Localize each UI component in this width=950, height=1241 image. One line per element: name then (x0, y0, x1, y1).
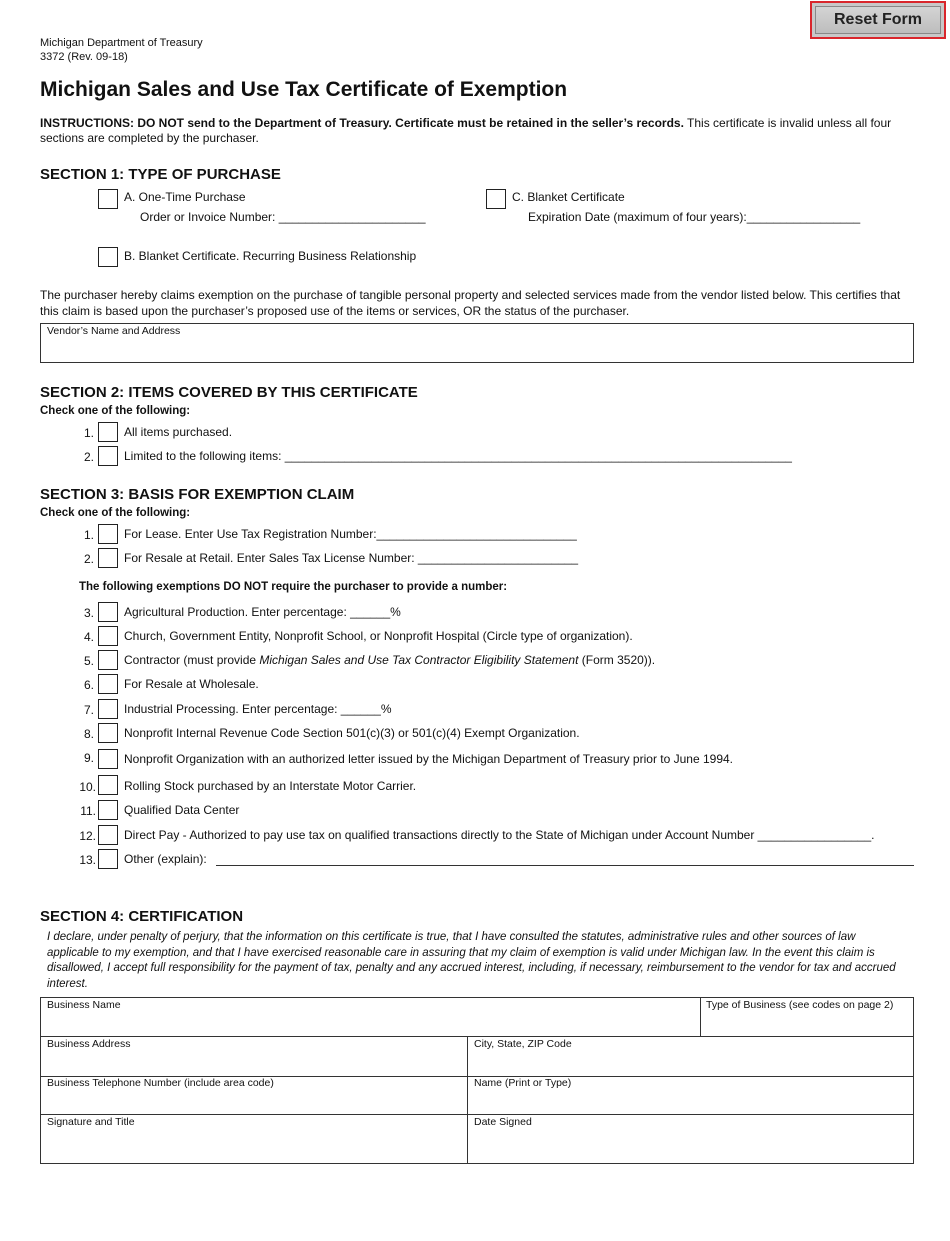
checkbox-s3-resale-retail[interactable] (98, 548, 118, 568)
grid-row-divider-1 (40, 1036, 914, 1037)
checkbox-s3-agricultural[interactable] (98, 602, 118, 622)
label-s3-contractor (124, 653, 655, 668)
grid-row-divider-3 (40, 1114, 914, 1115)
no-number-heading: The following exemptions DO NOT require the purchaser to provide a number: (79, 581, 508, 593)
label-s3-nonprofit-letter: Nonprofit Organization with an authorized letter issued by the Michigan Department of Treasury prior to June 1994. (124, 752, 733, 766)
s3-item-3-number: 3. (83, 606, 94, 620)
s3-item-5-number: 5. (83, 654, 94, 668)
sales-tax-license-field[interactable]: For Resale at Retail. Enter Sales Tax License Number: ________________________ (124, 551, 579, 565)
checkbox-s3-for-lease[interactable] (98, 524, 118, 544)
s2-item-1-number: 1. (83, 426, 94, 440)
checkbox-s2-all-items[interactable] (98, 422, 118, 442)
checkbox-s3-nonprofit-letter[interactable] (98, 749, 118, 769)
section3-heading: SECTION 3: BASIS FOR EXEMPTION CLAIM (40, 486, 355, 503)
checkbox-s2-limited-items[interactable] (98, 446, 118, 466)
type-of-business-field[interactable]: Type of Business (see codes on page 2) (706, 999, 894, 1011)
checkbox-s3-contractor[interactable] (98, 650, 118, 670)
checkbox-s3-data-center[interactable] (98, 800, 118, 820)
contractor-statement-title: Michigan Sales and Use Tax Contractor Eligibility Statement (259, 653, 579, 667)
s3-item-2-number: 2. (83, 552, 94, 566)
limited-items-field[interactable]: Limited to the following items: ____________________________________________________________________________ (124, 449, 792, 463)
section2-check-one: Check one of the following: (40, 405, 191, 417)
label-one-time-purchase: A. One-Time Purchase (124, 190, 246, 204)
use-tax-registration-field[interactable]: For Lease. Enter Use Tax Registration Number:______________________________ (124, 527, 577, 541)
s3-item-10-number: 10. (79, 780, 96, 794)
section3-check-one: Check one of the following: (40, 507, 191, 519)
s3-item-11-number: 11. (80, 804, 96, 818)
label-blanket-certificate-c: C. Blanket Certificate (512, 190, 625, 204)
label-s3-other: Other (explain): (124, 852, 207, 866)
checkbox-s3-rolling-stock[interactable] (98, 775, 118, 795)
checkbox-s3-direct-pay[interactable] (98, 825, 118, 845)
s3-item-9-number: 9. (83, 751, 94, 765)
grid-col-divider-mid (467, 1036, 468, 1164)
order-invoice-number-field[interactable]: Order or Invoice Number: ______________________ (140, 210, 426, 224)
label-s3-rolling-stock: Rolling Stock purchased by an Interstate Motor Carrier. (124, 779, 417, 793)
label-s3-nonprofit-irc: Nonprofit Internal Revenue Code Section 501(c)(3) or 501(c)(4) Exempt Organization. (124, 726, 580, 740)
business-phone-field[interactable]: Business Telephone Number (include area code) (47, 1077, 274, 1089)
other-explain-field[interactable] (216, 865, 914, 866)
s3-item-7-number: 7. (83, 703, 94, 717)
s3-item-4-number: 4. (83, 630, 94, 644)
s3-item-13-number: 13. (79, 853, 96, 867)
signature-title-field[interactable]: Signature and Title (47, 1116, 135, 1128)
name-print-field[interactable]: Name (Print or Type) (474, 1077, 572, 1089)
vendor-name-address-label: Vendor’s Name and Address (47, 325, 181, 337)
checkbox-s3-resale-wholesale[interactable] (98, 674, 118, 694)
business-address-field[interactable]: Business Address (47, 1038, 131, 1050)
business-name-field[interactable]: Business Name (47, 999, 121, 1011)
reset-form-button[interactable] (810, 1, 946, 39)
instructions (40, 116, 920, 146)
s3-item-12-number: 12. (79, 829, 96, 843)
checkbox-blanket-certificate-c[interactable] (486, 189, 506, 209)
contractor-pre: Contractor (must provide (124, 653, 260, 667)
expiration-date-field[interactable]: Expiration Date (maximum of four years):_________________ (528, 210, 861, 224)
instructions-normal: This certificate is invalid unless all four sections are completed by the purchaser. (40, 116, 892, 145)
reset-form-label: Reset Form (815, 6, 941, 34)
section1-heading: SECTION 1: TYPE OF PURCHASE (40, 166, 281, 183)
instructions-bold: INSTRUCTIONS: DO NOT send to the Department of Treasury. Certificate must be retained in the seller’s records. (40, 116, 684, 130)
section4-heading: SECTION 4: CERTIFICATION (40, 908, 244, 925)
checkbox-s3-nonprofit-irc[interactable] (98, 723, 118, 743)
label-s3-data-center: Qualified Data Center (124, 803, 240, 817)
form-number: 3372 (Rev. 09-18) (40, 51, 128, 63)
s3-item-1-number: 1. (83, 528, 94, 542)
checkbox-s3-church-gov[interactable] (98, 626, 118, 646)
direct-pay-account-field[interactable]: Direct Pay - Authorized to pay use tax on qualified transactions directly to the State of Michigan under Account Number _________________. (124, 828, 875, 842)
s3-item-8-number: 8. (83, 727, 94, 741)
vendor-name-address-field[interactable] (40, 323, 914, 363)
s2-item-2-number: 2. (83, 450, 94, 464)
checkbox-one-time-purchase[interactable] (98, 189, 118, 209)
form-title: Michigan Sales and Use Tax Certificate of Exemption (40, 78, 568, 101)
label-s3-agricultural[interactable]: Agricultural Production. Enter percentage: ______% (124, 605, 401, 619)
grid-col-divider-top (700, 997, 701, 1036)
label-s3-resale-wholesale: For Resale at Wholesale. (124, 677, 259, 691)
checkbox-blanket-recurring[interactable] (98, 247, 118, 267)
checkbox-s3-industrial[interactable] (98, 699, 118, 719)
label-blanket-recurring: B. Blanket Certificate. Recurring Business Relationship (124, 249, 417, 263)
label-s3-industrial[interactable]: Industrial Processing. Enter percentage: ______% (124, 702, 392, 716)
section2-heading: SECTION 2: ITEMS COVERED BY THIS CERTIFICATE (40, 384, 418, 401)
claim-statement: The purchaser hereby claims exemption on the purchase of tangible personal property and selected services made from the vendor listed below. This certifies that this claim is based upon the purchaser’s proposed use of the items or services, OR the status of the purchaser. (40, 288, 901, 318)
agency-name: Michigan Department of Treasury (40, 37, 203, 49)
checkbox-s3-other[interactable] (98, 849, 118, 869)
certification-declaration: I declare, under penalty of perjury, that the information on this certificate is true, that I have consulted the statutes, administrative rules and other sources of law applicable to my exemption, and that I have exercised reasonable care in assuring that my claim of exemption is valid under Michigan law. In the event this claim is disallowed, I accept full responsibility for the payment of tax, penalty and any accrued interest, including, if necessary, reimbursement to the vendor for tax and accrued interest. (47, 931, 896, 990)
label-s3-church-gov: Church, Government Entity, Nonprofit School, or Nonprofit Hospital (Circle type of organization). (124, 629, 633, 643)
date-signed-field[interactable]: Date Signed (474, 1116, 532, 1128)
s3-item-6-number: 6. (83, 678, 94, 692)
label-s2-all-items: All items purchased. (124, 425, 233, 439)
contractor-post: (Form 3520)). (578, 653, 656, 667)
city-state-zip-field[interactable]: City, State, ZIP Code (474, 1038, 572, 1050)
